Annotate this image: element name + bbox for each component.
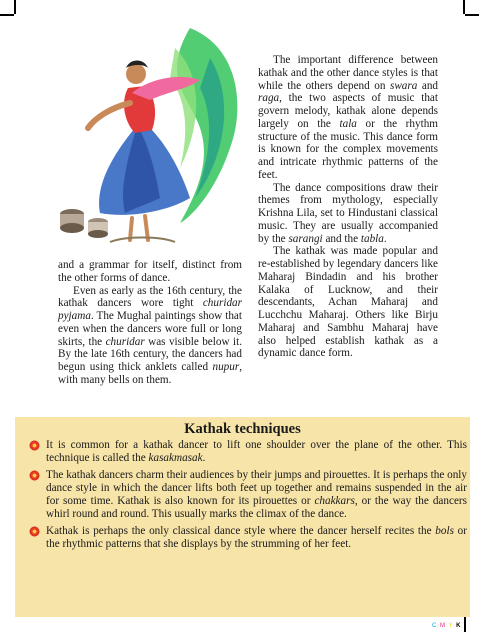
trim-line xyxy=(464,617,466,632)
paragraph: The kathak was made popular and re-established by legendary dancers like Maharaj Bindadin and his brother Kalaka of Lucknow, and their descendants, Achan Maharaj and Lucchchu Maharaj. Others like Birju Maharaj and Sambhu Maharaj have also helped establish kathak as a dynamic dance form. xyxy=(258,245,438,360)
list-item-text: It is common for a kathak dancer to lift one shoulder over the plane of the other. This technique is called the kasakmasak. xyxy=(46,439,467,464)
paragraph: Even as early as the 16th century, the kathak dancers wore tight churidar pyjama. The Mughal paintings show that even when the dancers wore full or long skirts, the churidar was visible below it. By the late 16th century, the dancers had begun using thick anklets called nupur, with many bells on them. xyxy=(58,284,242,386)
color-registration-marks xyxy=(432,623,462,629)
registration-m: M xyxy=(440,623,447,629)
list-item xyxy=(29,469,467,521)
list-item xyxy=(29,439,467,465)
list-item-text: Kathak is perhaps the only classical dance style where the dancer herself recites the bols or the rhythmic patterns that she displays by the strumming of her feet. xyxy=(46,525,467,550)
registration-c: C xyxy=(432,623,438,629)
right-column xyxy=(258,54,438,360)
list-item-text: The kathak dancers charm their audiences by their jumps and pirouettes. It is perhaps the only dance style in which the dancer lifts both feet up together and remains suspended in the air for some time. Kathak is also known for its pirouettes or chakkars, or the way the dancers whirl round and round. This usually marks the climax of the dance. xyxy=(46,469,467,520)
registration-y: Y xyxy=(448,623,454,629)
bullet-list xyxy=(29,439,467,555)
list-item xyxy=(29,525,467,551)
registration-k: K xyxy=(456,623,462,629)
paragraph: and a grammar for itself, distinct from the other forms of dance. xyxy=(58,259,242,284)
flower-bullet-icon xyxy=(29,440,40,451)
crop-mark-top-left xyxy=(0,0,14,16)
crop-mark-top-right xyxy=(465,0,479,16)
flower-bullet-icon xyxy=(29,470,40,481)
flower-bullet-icon xyxy=(29,526,40,537)
left-column xyxy=(58,259,242,387)
kathak-dancer-illustration xyxy=(40,18,250,254)
box-title: Kathak techniques xyxy=(184,421,301,437)
paragraph: The important difference between kathak and the other dance styles is that while the others depend on swara and raga, the two aspects of music that govern melody, kathak alone depends largely on the tala or the rhythm structure of the music. This dance form is known for the complex movements and intricate rhythmic patterns of the feet. xyxy=(258,54,439,181)
paragraph: The dance compositions draw their themes from mythology, especially Krishna Lila, set to Hindustani classical music. They are usually accompanied by the sarangi and the tabla. xyxy=(258,181,438,245)
kathak-techniques-box xyxy=(15,417,470,617)
